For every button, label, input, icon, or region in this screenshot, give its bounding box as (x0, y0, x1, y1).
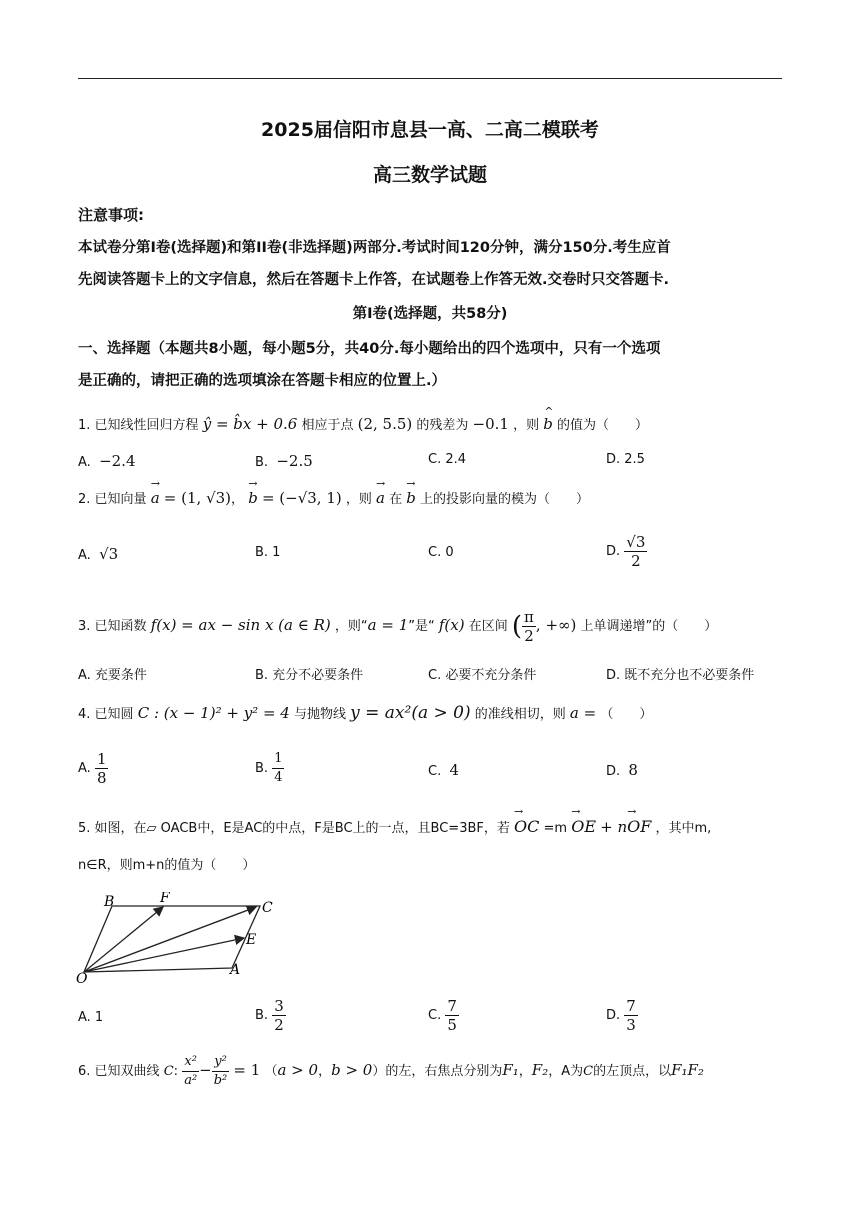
q5-option-b: B. $\frac{3}{2}$ (255, 997, 284, 1034)
vector-of (84, 907, 163, 972)
q3-option-c: C. 必要不充分条件 (428, 668, 537, 683)
vector-a: → a (151, 489, 160, 507)
question-5: 5. 如图，在▱ OACB中，E是AC的中点，F是BC上的一点，且BC=3BF，若 → OC =m → OE + n→ OF ，其中m, (78, 817, 711, 836)
notice-line-1: 本试卷分第I卷(选择题)和第II卷(非选择题)两部分.考试时间120分钟，满分150分.考生应首 (78, 240, 671, 256)
part1-title: 第I卷(选择题，共58分) (352, 306, 508, 322)
parallelogram-figure (74, 892, 284, 988)
q1-point: (2, 5.5) (357, 415, 413, 433)
q1-b-hat: ^ b (543, 415, 553, 433)
q3-option-b: B. 充分不必要条件 (255, 668, 364, 683)
label-e: E (246, 932, 257, 948)
q3-pi-over-2: $\frac{\pi}{2}$ (524, 608, 534, 645)
exam-subtitle: 高三数学试题 (372, 164, 487, 186)
top-rule (78, 78, 782, 79)
q4-parabola: y = ax²(a > 0) (350, 703, 471, 723)
question-1: 1. 已知线性回归方程 ŷ = b̂x + 0.6 相应于点 (2, 5.5) 的残差为 −0.1 ，则 ^ b 的值为（ ） (78, 414, 648, 433)
q1-option-d: D. 2.5 (606, 452, 645, 467)
q2-option-b: B. 1 (255, 545, 281, 560)
q5-option-a: A. 1 (78, 1010, 104, 1025)
section-line-1: 一、选择题（本题共8小题，每小题5分，共40分.每小题给出的四个选项中，只有一个选项 (78, 341, 661, 357)
question-6: 6. 已知双曲线 C: $\frac{\text{x²}}{\text{a²}}$ − $\frac{\text{y²}}{\text{b²}}$ = 1 （a > 0，b > 0）的左，右焦点分别为F₁，F₂，A为C的左顶点，以F₁F₂ (78, 1054, 704, 1088)
q5-option-d: D. $\frac{7}{3}$ (606, 997, 636, 1034)
q3-function: f(x) = ax − sin x (a ∈ R) (150, 616, 331, 634)
q2-option-a: A. √3 (78, 545, 119, 563)
q4-option-d: D. 8 (606, 761, 638, 779)
q1-number: 1. (78, 418, 91, 433)
q1-option-a: A. −2.4 (78, 452, 136, 470)
notice-line-2: 先阅读答题卡上的文字信息，然后在答题卡上作答，在试题卷上作答无效.交卷时只交答题卡. (78, 272, 670, 288)
q4-option-a: A. $\frac{1}{8}$ (78, 750, 107, 787)
label-c: C (262, 900, 273, 916)
q1-option-c: C. 2.4 (428, 452, 467, 467)
vector-b: → b (248, 489, 258, 507)
question-4: 4. 已知圆 C : (x − 1)² + y² = 4 与抛物线 y = ax²(a > 0) 的准线相切，则 a = （ ） (78, 703, 653, 723)
q5-option-c: C. $\frac{7}{5}$ (428, 997, 457, 1034)
question-3: 3. 已知函数 f(x) = ax − sin x (a ∈ R) ，则“a = 1”是“ f(x) 在区间 ( $\frac{\pi}{2}$ , +∞) 上单调递增”的（ ） (78, 608, 718, 645)
q3-option-a: A. 充要条件 (78, 668, 147, 683)
question-2: 2. 已知向量 → a = (1, √3)， → b = (−√3, 1) ，则 → a 在 → b 上的投影向量的模为（ ） (78, 488, 589, 507)
label-f: F (160, 892, 170, 906)
label-o: O (76, 971, 88, 987)
question-5-line-2: n∈R，则m+n的值为（ ） (78, 858, 256, 873)
q1-option-b: B. −2.5 (255, 452, 313, 470)
q1-equation: ŷ = b̂x + 0.6 (202, 415, 298, 433)
q3-option-d: D. 既不充分也不必要条件 (606, 668, 755, 683)
q1-residual: −0.1 (472, 415, 509, 433)
vector-oe (84, 938, 244, 972)
q4-option-b: B. $\frac{1}{4}$ (255, 751, 283, 785)
section-line-2: 是正确的，请把正确的选项填涂在答题卡相应的位置上.） (78, 373, 447, 389)
exam-title: 2025届信阳市息县一高、二高二模联考 (261, 119, 599, 141)
q2-option-d: D. $\frac{√3}{2}$ (606, 533, 646, 570)
label-a: A (230, 962, 241, 978)
q4-circle: C : (x − 1)² + y² = 4 (137, 704, 290, 722)
label-b: B (104, 894, 115, 910)
q2-option-c: C. 0 (428, 545, 454, 560)
q4-option-c: C. 4 (428, 761, 460, 779)
q2-d-fraction: $\frac{√3}{2}$ (626, 533, 646, 570)
notice-heading: 注意事项: (78, 206, 144, 224)
